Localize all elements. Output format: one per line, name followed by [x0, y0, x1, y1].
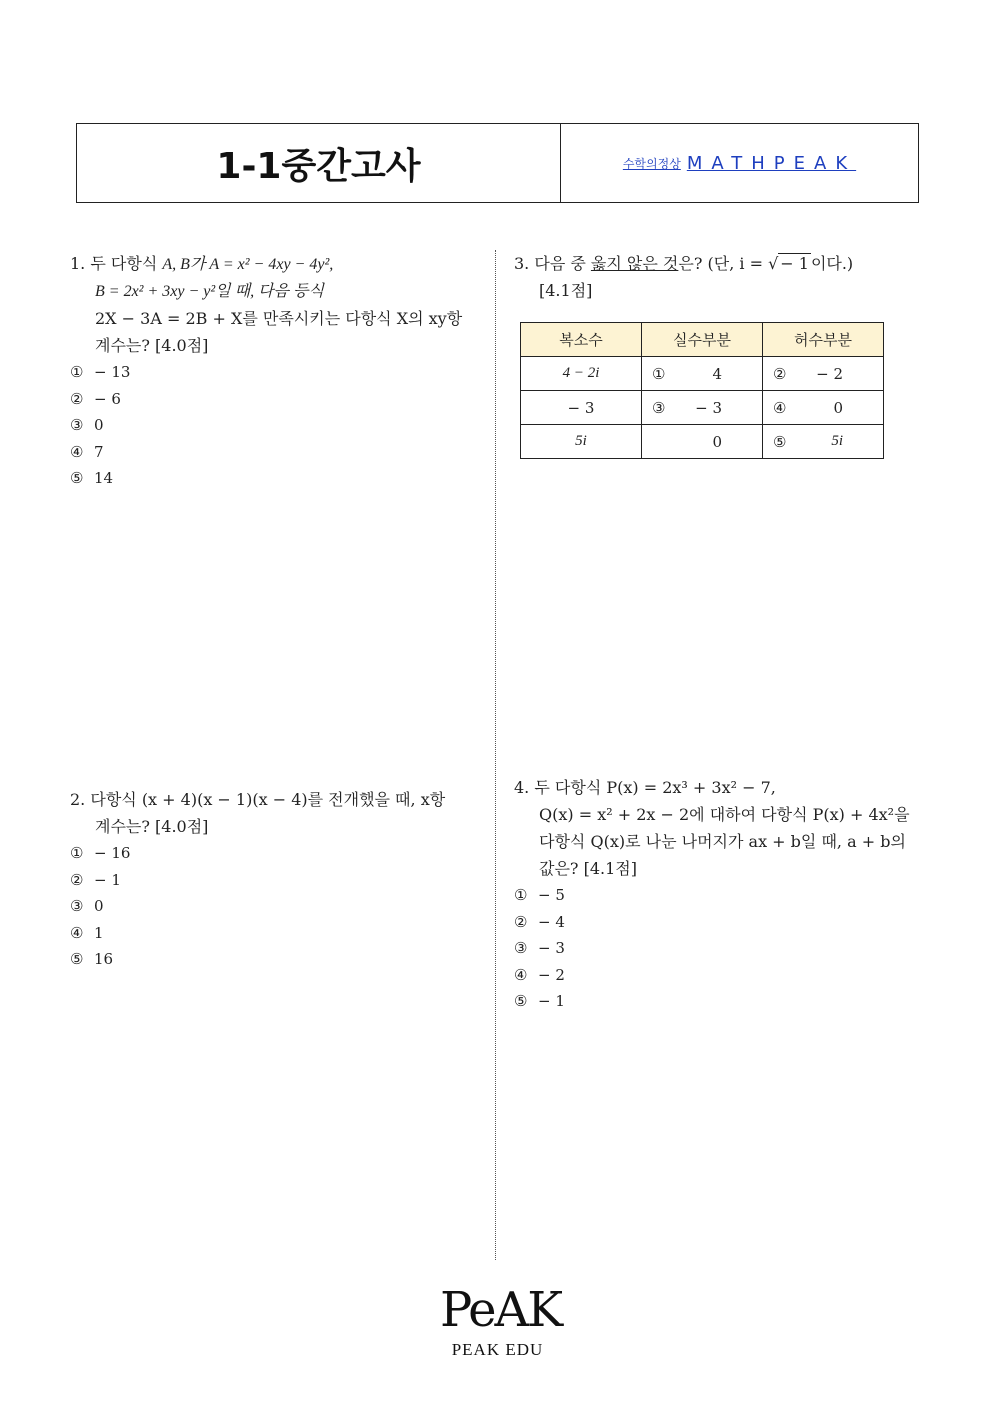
- choice-item[interactable]: [514, 909, 910, 936]
- q1-line1-math: A, B가 A = x² − 4xy − 4y²,: [162, 256, 334, 273]
- choice-item[interactable]: [70, 840, 445, 867]
- choice-text: − 1: [538, 992, 565, 1010]
- choice-text: − 5: [538, 886, 565, 904]
- table-cell[interactable]: [763, 391, 884, 425]
- q3-pre-text: 다음 중: [534, 254, 586, 273]
- choice-text: 0: [94, 416, 104, 434]
- brand-english: MATHPEAK: [686, 152, 857, 174]
- table-cell: 5i: [521, 425, 642, 459]
- q2-choices: [70, 840, 445, 973]
- choice-item[interactable]: [514, 882, 910, 909]
- choice-text: 14: [94, 469, 114, 487]
- choice-text: − 3: [538, 939, 565, 957]
- choice-item[interactable]: [70, 893, 445, 920]
- q3-post-text: 은? (단, i =: [678, 254, 763, 273]
- q3-end-text: 이다.): [810, 254, 854, 273]
- choice-text: 7: [94, 442, 104, 461]
- question-4: [514, 774, 910, 1015]
- q3-points: [4.1점]: [539, 281, 593, 300]
- q3-underlined-text: 옳지 않은 것: [590, 254, 679, 273]
- cell-value: 4: [712, 364, 722, 383]
- q2-line1: [70, 786, 445, 813]
- logo-mark: PeAK: [440, 1282, 562, 1338]
- cell-value: 5i: [831, 432, 843, 449]
- choice-number: ③: [514, 939, 528, 957]
- choice-number: ②: [70, 870, 84, 889]
- choice-number: ⑤: [70, 950, 84, 968]
- choice-number: ③: [652, 398, 666, 417]
- table-cell[interactable]: [763, 357, 884, 391]
- q1-line1: [70, 250, 462, 278]
- choice-number: ①: [70, 844, 84, 862]
- question-2: [70, 786, 445, 973]
- column-divider: [495, 250, 496, 1260]
- choice-number: ③: [70, 897, 84, 915]
- choice-text: − 6: [94, 389, 121, 408]
- choice-item[interactable]: [70, 359, 462, 386]
- choice-number: ⑤: [70, 469, 84, 487]
- choice-number: ②: [70, 389, 84, 408]
- question-1: [70, 250, 462, 492]
- q4-line3: 다항식 Q(x)로 나눈 나머지가 ax + b일 때, a + b의: [539, 832, 906, 851]
- table-cell[interactable]: [642, 357, 763, 391]
- q1-line2: B = 2x² + 3xy − y²일 때, 다음 등식: [95, 283, 324, 300]
- table-row: [521, 425, 884, 459]
- table-cell: [642, 425, 763, 459]
- choice-number: ③: [70, 416, 84, 434]
- table-row: [521, 391, 884, 425]
- choice-item[interactable]: [514, 962, 910, 989]
- choice-number: ④: [70, 923, 84, 942]
- q4-number: 4.: [514, 778, 530, 797]
- header-box: [76, 123, 919, 203]
- choice-number: ④: [773, 398, 787, 417]
- choice-number: ④: [514, 965, 528, 984]
- choice-text: − 1: [94, 870, 121, 889]
- brand-link[interactable]: [561, 124, 918, 202]
- table-cell[interactable]: [763, 425, 884, 459]
- q4-line1: [514, 774, 910, 801]
- page-title: 1-1중간고사: [77, 124, 561, 202]
- choice-item[interactable]: [70, 465, 462, 492]
- choice-text: − 2: [538, 965, 565, 984]
- cell-value: − 2: [816, 364, 843, 383]
- choice-text: − 16: [94, 844, 131, 862]
- cell-value: − 3: [695, 398, 722, 417]
- choice-text: 0: [94, 897, 104, 915]
- table-header: 허수부분: [763, 323, 884, 357]
- choice-item[interactable]: [70, 386, 462, 413]
- q4-line2: Q(x) = x² + 2x − 2에 대하여 다항식 P(x) + 4x²을: [539, 805, 910, 824]
- q1-line1-text: 두 다항식: [90, 254, 158, 273]
- question-3: [514, 250, 853, 304]
- q1-choices: [70, 359, 462, 492]
- choice-item[interactable]: [514, 935, 910, 962]
- choice-text: − 4: [538, 912, 565, 931]
- q2-number: 2.: [70, 790, 86, 809]
- choice-number: ②: [773, 364, 787, 383]
- q2-line2: 계수는? [4.0점]: [95, 817, 209, 836]
- q2-line1-text: 다항식 (x + 4)(x − 1)(x − 4)를 전개했을 때, x항: [90, 790, 446, 809]
- peak-edu-logo: [440, 1280, 562, 1360]
- table-cell: 4 − 2i: [521, 357, 642, 391]
- choice-number: ①: [652, 364, 666, 383]
- complex-number-table: [520, 322, 884, 459]
- choice-item[interactable]: [70, 946, 445, 973]
- choice-text: 1: [94, 923, 104, 942]
- choice-number: ④: [70, 442, 84, 461]
- table-row: [521, 357, 884, 391]
- logo-text: PEAK EDU: [451, 1340, 544, 1359]
- q3-sqrt-value: − 1: [780, 254, 809, 273]
- choice-item[interactable]: [70, 920, 445, 947]
- table-cell[interactable]: [642, 391, 763, 425]
- brand-korean: 수학의정상: [622, 156, 681, 171]
- cell-value: 0: [712, 432, 722, 451]
- choice-item[interactable]: [70, 439, 462, 466]
- table-cell: − 3: [521, 391, 642, 425]
- choice-number: ⑤: [773, 432, 787, 451]
- choice-item[interactable]: [70, 867, 445, 894]
- q3-number: 3.: [514, 254, 530, 273]
- q1-line4: 계수는? [4.0점]: [95, 336, 209, 355]
- q1-number: 1.: [70, 254, 86, 273]
- choice-number: ①: [514, 886, 528, 904]
- q4-line1-text: 두 다항식 P(x) = 2x³ + 3x² − 7,: [534, 778, 776, 797]
- choice-number: ⑤: [514, 992, 528, 1010]
- choice-text: − 13: [94, 363, 131, 381]
- choice-number: ②: [514, 912, 528, 931]
- q3-line1: 3. 다음 중 옳지 않은 것은? (단, i = √ − 1 이다.): [514, 254, 854, 273]
- choice-text: 16: [94, 950, 114, 968]
- q4-choices: [514, 882, 910, 1015]
- table-header: 실수부분: [642, 323, 763, 357]
- cell-value: 0: [833, 398, 843, 417]
- table-header-row: [521, 323, 884, 357]
- choice-number: ①: [70, 363, 84, 381]
- choice-item[interactable]: [514, 988, 910, 1015]
- choice-item[interactable]: [70, 412, 462, 439]
- q1-line3: 2X − 3A = 2B + X를 만족시키는 다항식 X의 xy항: [95, 309, 463, 328]
- q4-line4: 값은? [4.1점]: [539, 859, 637, 878]
- table-header: 복소수: [521, 323, 642, 357]
